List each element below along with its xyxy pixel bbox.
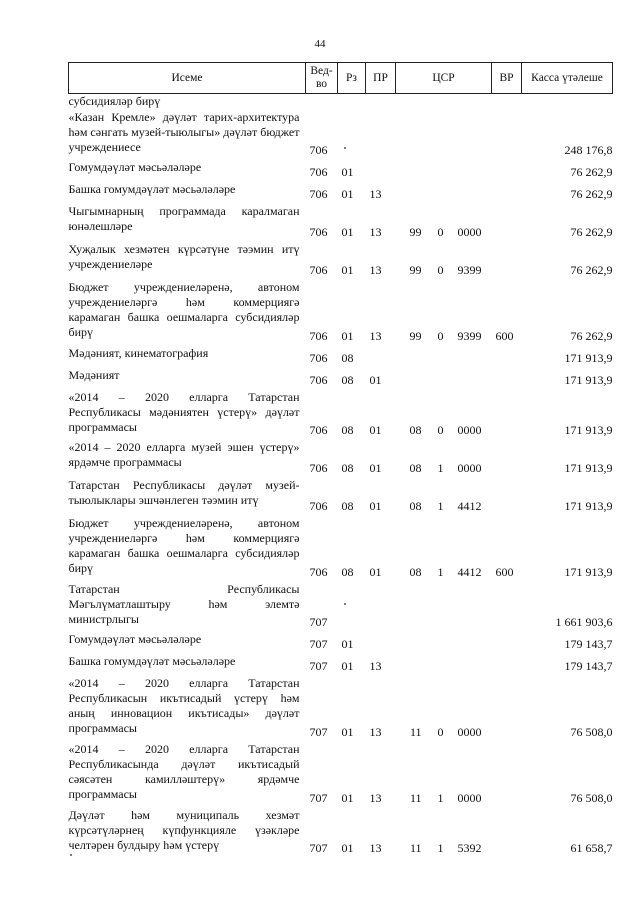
row-amount: 76 262,9 — [570, 187, 613, 201]
header-name: Исеме — [69, 63, 306, 94]
row-rz: 01 — [341, 659, 354, 673]
row-csr-direction — [450, 182, 492, 204]
table-header — [69, 63, 613, 94]
row-pr — [366, 110, 396, 160]
row-name-text: Гомумдәүләт мәсьәләләре — [68, 160, 202, 174]
row-rz: 08 — [341, 373, 354, 387]
row-pr — [366, 582, 396, 632]
table-row — [69, 582, 613, 632]
row-csr-direction: 4412 — [457, 499, 482, 513]
row-csr-subprogram — [428, 582, 450, 632]
row-name-text: Башка гомумдәүләт мәсьәләләре — [68, 182, 236, 196]
row-amount — [522, 94, 613, 111]
row-name-text: Чыгымнарның программада каралмаган юнәлешләре — [68, 204, 300, 233]
table-row — [69, 390, 613, 440]
row-name-text: «2014 – 2020 елларга Татарстан Республикасында дәүләт икътисадый сәясәтен камилләштерү» ярдәмче программасы — [68, 742, 300, 801]
budget-table — [68, 62, 613, 858]
row-csr-direction — [450, 632, 492, 654]
row-csr-direction: 5392 — [457, 841, 482, 855]
row-vr: 600 — [495, 565, 514, 579]
row-csr-direction — [450, 110, 492, 160]
table-row — [69, 160, 613, 182]
row-csr-direction: 0000 — [457, 423, 482, 437]
row-ved: 706 — [309, 423, 328, 437]
row-rz: 08 — [341, 461, 354, 475]
row-name-text: Гомумдәүләт мәсьәләләре — [68, 632, 202, 646]
row-ved: 707 — [309, 637, 328, 651]
table-row — [69, 676, 613, 742]
row-name — [69, 182, 306, 204]
row-ved: 707 — [309, 659, 328, 673]
header-rz: Рз — [338, 63, 366, 94]
row-csr-program — [396, 346, 428, 368]
table-row — [69, 632, 613, 654]
row-rz: 08 — [341, 351, 354, 365]
row-vr — [492, 182, 522, 204]
row-rz — [338, 110, 366, 160]
row-csr-direction — [450, 582, 492, 632]
row-amount: 76 262,9 — [570, 165, 613, 179]
table-row — [69, 182, 613, 204]
row-csr-subprogram — [428, 346, 450, 368]
row-vr — [492, 390, 522, 440]
row-pr: 01 — [369, 461, 382, 475]
row-csr-subprogram: 1 — [437, 461, 444, 475]
row-name — [69, 676, 306, 742]
row-csr-program: 99 — [409, 263, 422, 277]
row-name — [69, 440, 306, 478]
row-ved: 706 — [309, 461, 328, 475]
row-csr-program: 08 — [409, 565, 422, 579]
header-ved: Вед-во — [306, 63, 338, 94]
row-amount: 171 913,9 — [564, 565, 613, 579]
row-rz: 01 — [341, 637, 354, 651]
row-vr — [492, 654, 522, 676]
row-name — [69, 632, 306, 654]
table-row — [69, 368, 613, 390]
row-pr — [366, 346, 396, 368]
row-ved: 706 — [309, 225, 328, 239]
row-csr-direction: 0000 — [457, 225, 482, 239]
row-name-text: Дәүләт һәм муниципаль хезмәт күрсәтүләрнең күпфункцияле үзәкләре челтәрен булдыру һәм үстерү — [68, 808, 300, 852]
row-amount: 171 913,9 — [564, 423, 613, 437]
table-row — [69, 242, 613, 280]
table-row — [69, 94, 613, 111]
row-amount: 76 262,9 — [570, 329, 613, 343]
row-csr-program — [396, 654, 428, 676]
table-row — [69, 478, 613, 516]
header-csr: ЦСР — [396, 63, 492, 94]
row-amount: 76 262,9 — [570, 263, 613, 277]
row-csr-direction: 0000 — [457, 725, 482, 739]
row-name — [69, 742, 306, 808]
row-csr-subprogram: 1 — [437, 499, 444, 513]
row-name — [69, 516, 306, 582]
row-amount: 171 913,9 — [564, 499, 613, 513]
row-pr: 13 — [369, 841, 382, 855]
page-number: 44 — [314, 38, 326, 50]
row-ved: 706 — [309, 373, 328, 387]
row-csr-subprogram — [428, 654, 450, 676]
row-csr-direction: 4412 — [457, 565, 482, 579]
row-vr — [492, 242, 522, 280]
row-ved: 706 — [309, 263, 328, 277]
row-rz: 01 — [341, 791, 354, 805]
row-rz: 08 — [341, 565, 354, 579]
row-csr-program — [396, 582, 428, 632]
row-amount: 76 262,9 — [570, 225, 613, 239]
row-ved: 707 — [309, 841, 328, 855]
table-row — [69, 204, 613, 242]
row-csr-subprogram: 0 — [437, 725, 444, 739]
row-ved: 706 — [309, 565, 328, 579]
row-pr — [366, 94, 396, 111]
table-row — [69, 654, 613, 676]
row-csr-subprogram — [428, 94, 450, 111]
row-pr: 13 — [369, 725, 382, 739]
row-vr — [492, 94, 522, 111]
scan-speck — [344, 603, 346, 605]
row-pr: 13 — [369, 659, 382, 673]
row-csr-program: 08 — [409, 423, 422, 437]
row-rz: 01 — [341, 725, 354, 739]
row-name-text: Мәдәният — [68, 368, 120, 382]
row-name-text: «2014 – 2020 елларга Татарстан Республикасын икътисадый үстерү һәм аның инновацион икътисады» дәүләт программасы — [68, 676, 300, 735]
row-rz — [338, 94, 366, 111]
row-csr-program — [396, 160, 428, 182]
row-pr: 13 — [369, 329, 382, 343]
row-name-text: «Казан Кремле» дәүләт тарих-архитектура һәм сәнгать музей-тыюлыгы» дәүләт бюджет учреждениесе — [68, 110, 300, 154]
row-pr: 13 — [369, 791, 382, 805]
row-amount: 61 658,7 — [570, 841, 613, 855]
row-name — [69, 368, 306, 390]
row-csr-direction: 0000 — [457, 791, 482, 805]
row-ved — [306, 94, 338, 111]
row-csr-subprogram: 1 — [437, 841, 444, 855]
row-csr-program — [396, 368, 428, 390]
row-csr-program — [396, 110, 428, 160]
row-rz: 01 — [341, 263, 354, 277]
row-csr-program: 11 — [409, 791, 422, 805]
row-ved: 707 — [309, 725, 328, 739]
header-pr: ПР — [366, 63, 396, 94]
row-vr: 600 — [495, 329, 514, 343]
row-csr-direction — [450, 346, 492, 368]
row-pr: 13 — [369, 225, 382, 239]
row-vr — [492, 110, 522, 160]
row-csr-subprogram — [428, 110, 450, 160]
row-pr: 01 — [369, 565, 382, 579]
row-rz: 08 — [341, 423, 354, 437]
row-vr — [492, 204, 522, 242]
row-name — [69, 582, 306, 632]
row-pr: 01 — [369, 499, 382, 513]
row-name-text: Татарстан Республикасы Мәгълүматлаштыру һәм элемтә министрлыгы — [68, 582, 300, 626]
row-pr: 01 — [369, 373, 382, 387]
row-vr — [492, 440, 522, 478]
row-name-text: Башка гомумдәүләт мәсьәләләре — [68, 654, 236, 668]
row-vr — [492, 582, 522, 632]
row-csr-program: 11 — [409, 841, 422, 855]
row-csr-subprogram — [428, 182, 450, 204]
row-csr-direction: 9399 — [457, 329, 482, 343]
row-pr: 01 — [369, 423, 382, 437]
row-amount: 1 661 903,6 — [555, 615, 613, 629]
row-name — [69, 242, 306, 280]
row-ved: 706 — [309, 165, 328, 179]
row-csr-subprogram: 0 — [437, 225, 444, 239]
row-name-text: Татарстан Республикасы дәүләт музей-тыюлыклары эшчәнлеген тәэмин итү — [68, 478, 300, 507]
row-amount: 76 508,0 — [570, 791, 613, 805]
row-pr — [366, 632, 396, 654]
row-vr — [492, 676, 522, 742]
row-vr — [492, 478, 522, 516]
row-rz: 01 — [341, 329, 354, 343]
row-ved: 706 — [309, 499, 328, 513]
row-csr-direction — [450, 368, 492, 390]
row-name — [69, 346, 306, 368]
row-rz: 01 — [341, 165, 354, 179]
header-vr: ВР — [492, 63, 522, 94]
row-csr-program — [396, 94, 428, 111]
row-csr-subprogram: 0 — [437, 329, 444, 343]
header-kassa: Касса үтәлеше — [522, 63, 613, 94]
row-rz — [338, 582, 366, 632]
row-name — [69, 390, 306, 440]
row-amount: 179 143,7 — [564, 659, 613, 673]
row-csr-program: 08 — [409, 499, 422, 513]
scan-speck — [70, 854, 72, 856]
row-csr-program: 08 — [409, 461, 422, 475]
row-name-text: Бюджет учреждениеләренә, автоном учреждениеләргә һәм коммерциягә карамаган башка оешмаларга субсидияләр бирү — [68, 280, 300, 339]
row-csr-direction: 9399 — [457, 263, 482, 277]
row-amount: 179 143,7 — [564, 637, 613, 651]
row-csr-subprogram — [428, 368, 450, 390]
row-csr-direction — [450, 654, 492, 676]
table-row — [69, 808, 613, 858]
row-csr-program: 99 — [409, 225, 422, 239]
row-csr-program — [396, 632, 428, 654]
row-pr — [366, 160, 396, 182]
row-csr-direction: 0000 — [457, 461, 482, 475]
row-name — [69, 94, 306, 111]
row-csr-subprogram — [428, 160, 450, 182]
row-vr — [492, 160, 522, 182]
row-name — [69, 110, 306, 160]
table-row — [69, 110, 613, 160]
row-name-text: субсидияләр бирү — [68, 94, 161, 108]
row-csr-subprogram: 1 — [437, 791, 444, 805]
row-amount: 248 176,8 — [564, 143, 613, 157]
row-rz: 01 — [341, 841, 354, 855]
row-amount: 171 913,9 — [564, 461, 613, 475]
row-pr: 13 — [369, 187, 382, 201]
row-ved: 707 — [309, 791, 328, 805]
row-name-text: Мәдәният, кинематография — [68, 346, 209, 360]
table-row — [69, 742, 613, 808]
table-row — [69, 346, 613, 368]
row-name — [69, 478, 306, 516]
row-ved: 706 — [309, 143, 328, 157]
row-name — [69, 160, 306, 182]
row-amount: 171 913,9 — [564, 373, 613, 387]
row-rz: 08 — [341, 499, 354, 513]
row-csr-program: 99 — [409, 329, 422, 343]
row-csr-program: 11 — [409, 725, 422, 739]
row-pr: 13 — [369, 263, 382, 277]
table-row — [69, 280, 613, 346]
row-rz: 01 — [341, 187, 354, 201]
row-csr-program — [396, 182, 428, 204]
row-csr-direction — [450, 94, 492, 111]
row-name — [69, 280, 306, 346]
row-ved: 706 — [309, 187, 328, 201]
row-vr — [492, 742, 522, 808]
row-csr-subprogram: 0 — [437, 423, 444, 437]
row-vr — [492, 368, 522, 390]
row-ved: 706 — [309, 351, 328, 365]
row-ved: 706 — [309, 329, 328, 343]
scan-speck — [344, 147, 346, 149]
row-rz: 01 — [341, 225, 354, 239]
row-csr-subprogram: 1 — [437, 565, 444, 579]
row-csr-direction — [450, 160, 492, 182]
row-csr-subprogram — [428, 632, 450, 654]
row-name-text: «2014 – 2020 елларга Татарстан Республикасы мәдәниятен үстерү» дәүләт программасы — [68, 390, 300, 434]
table-row — [69, 440, 613, 478]
row-vr — [492, 808, 522, 858]
row-name — [69, 204, 306, 242]
row-vr — [492, 632, 522, 654]
row-name-text: Хуҗалык хезмәтен күрсәтүне тәэмин итү учреждениеләре — [68, 242, 300, 271]
row-name — [69, 654, 306, 676]
table-row — [69, 516, 613, 582]
row-amount: 171 913,9 — [564, 351, 613, 365]
row-vr — [492, 346, 522, 368]
row-name-text: Бюджет учреждениеләренә, автоном учреждениеләргә һәм коммерциягә карамаган башка оешмаларга субсидияләр бирү — [68, 516, 300, 575]
row-name-text: «2014 – 2020 елларга музей эшен үстерү» ярдәмче программасы — [68, 440, 300, 469]
row-amount: 76 508,0 — [570, 725, 613, 739]
row-name — [69, 808, 306, 858]
row-ved: 707 — [309, 615, 328, 629]
row-csr-subprogram: 0 — [437, 263, 444, 277]
